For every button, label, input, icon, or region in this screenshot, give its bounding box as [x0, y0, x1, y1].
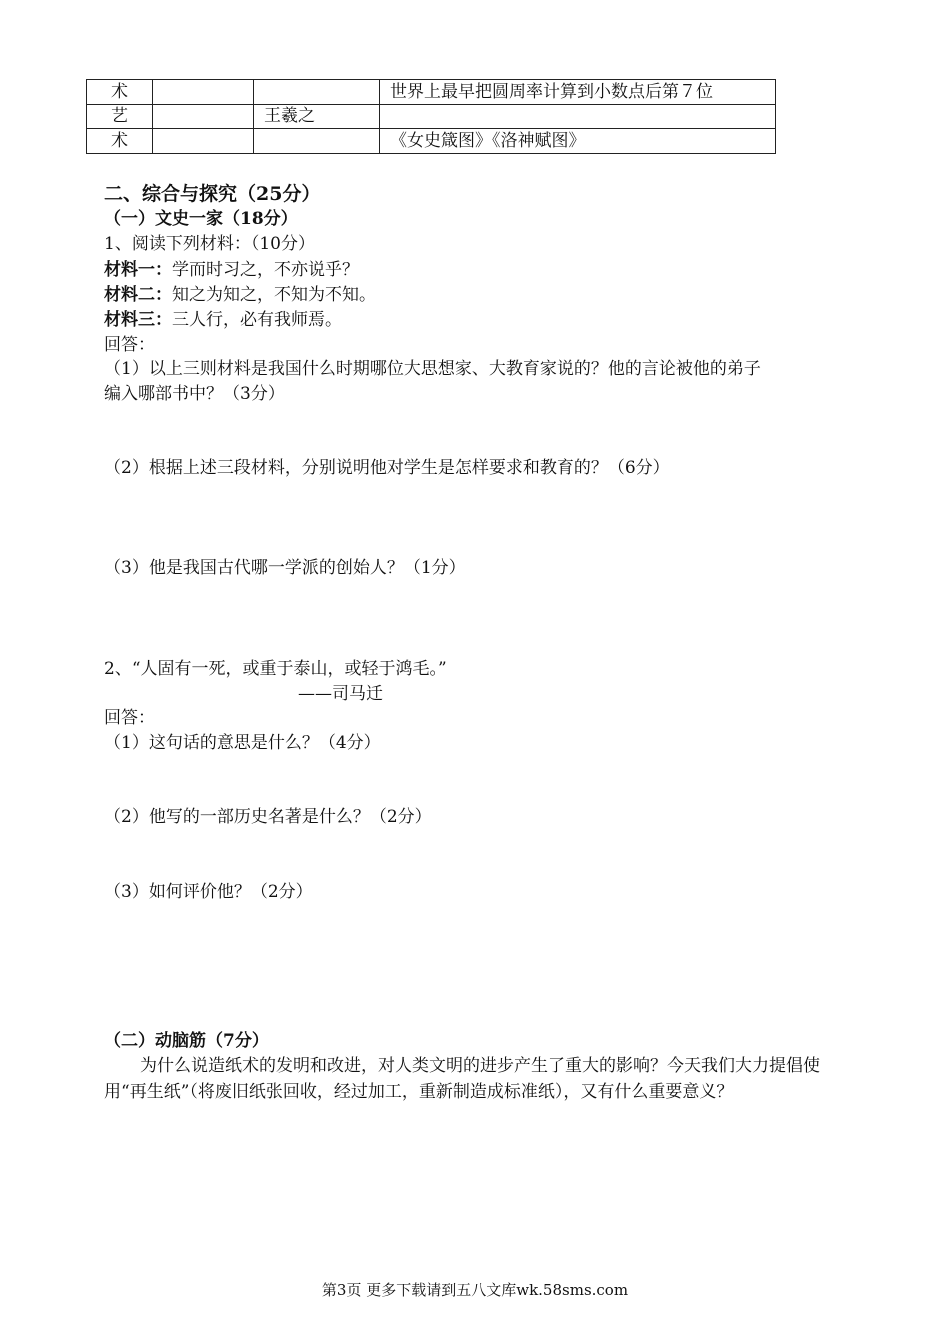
table-cell: 《女史箴图》《洛神赋图》: [380, 129, 776, 154]
part-title: （一）文史一家（18分）: [104, 209, 298, 229]
table-cell: 术: [87, 129, 153, 154]
question-text: （1）这句话的意思是什么？（4分）: [104, 733, 381, 753]
table-cell: 术: [87, 80, 153, 105]
quote-author: ——司马迁: [298, 684, 383, 704]
material-two: [104, 283, 376, 307]
table-row: [87, 129, 776, 154]
table-cell: 世界上最早把圆周率计算到小数点后第７位: [380, 80, 776, 105]
material-label: 材料三：: [104, 310, 172, 330]
table-cell: [153, 129, 254, 154]
material-text: 三人行，必有我师焉。: [172, 310, 342, 330]
question-paragraph: 为什么说造纸术的发明和改进，对人类文明的进步产生了重大的影响？今天我们大力提倡使用“再生纸”（将废旧纸张回收，经过加工，重新制造成标准纸），又有什么重要意义？: [104, 1056, 820, 1102]
question-intro: 1、阅读下列材料：（10分）: [104, 234, 315, 254]
table-row: [87, 80, 776, 105]
table-cell: 王羲之: [254, 104, 380, 129]
table-cell: [153, 80, 254, 105]
material-one: [104, 258, 359, 282]
question-text: （2）他写的一部历史名著是什么？（2分）: [104, 807, 432, 827]
table-cell: [254, 129, 380, 154]
question-text: （1）以上三则材料是我国什么时期哪位大思想家、大教育家说的？他的言论被他的弟子: [104, 359, 761, 379]
answer-label: 回答：: [104, 335, 155, 355]
table-cell: [153, 104, 254, 129]
quote-text: 2、“人固有一死，或重于泰山，或轻于鸿毛。”: [104, 659, 447, 679]
material-text: 知之为知之，不知为不知。: [172, 285, 376, 305]
table-cell: [380, 104, 776, 129]
question-text: （3）如何评价他？（2分）: [104, 882, 313, 902]
material-label: 材料一：: [104, 260, 172, 280]
question-text: 编入哪部书中？（3分）: [104, 384, 285, 404]
question-text: （2）根据上述三段材料，分别说明他对学生是怎样要求和教育的？（6分）: [104, 458, 670, 478]
material-text: 学而时习之，不亦说乎？: [172, 260, 359, 280]
section-title: 二、综合与探究（25分）: [104, 183, 321, 205]
question-text: （3）他是我国古代哪一学派的创始人？（1分）: [104, 558, 466, 578]
material-three: [104, 308, 342, 332]
material-label: 材料二：: [104, 285, 172, 305]
table-row: [87, 104, 776, 129]
answer-label: 回答：: [104, 708, 155, 728]
history-table: [86, 79, 776, 154]
page-footer: 第3页 更多下载请到五八文库wk.58sms.com: [321, 1281, 629, 1299]
part-title: （二）动脑筋（7分）: [104, 1031, 269, 1051]
table-cell: [254, 80, 380, 105]
table-cell: 艺: [87, 104, 153, 129]
